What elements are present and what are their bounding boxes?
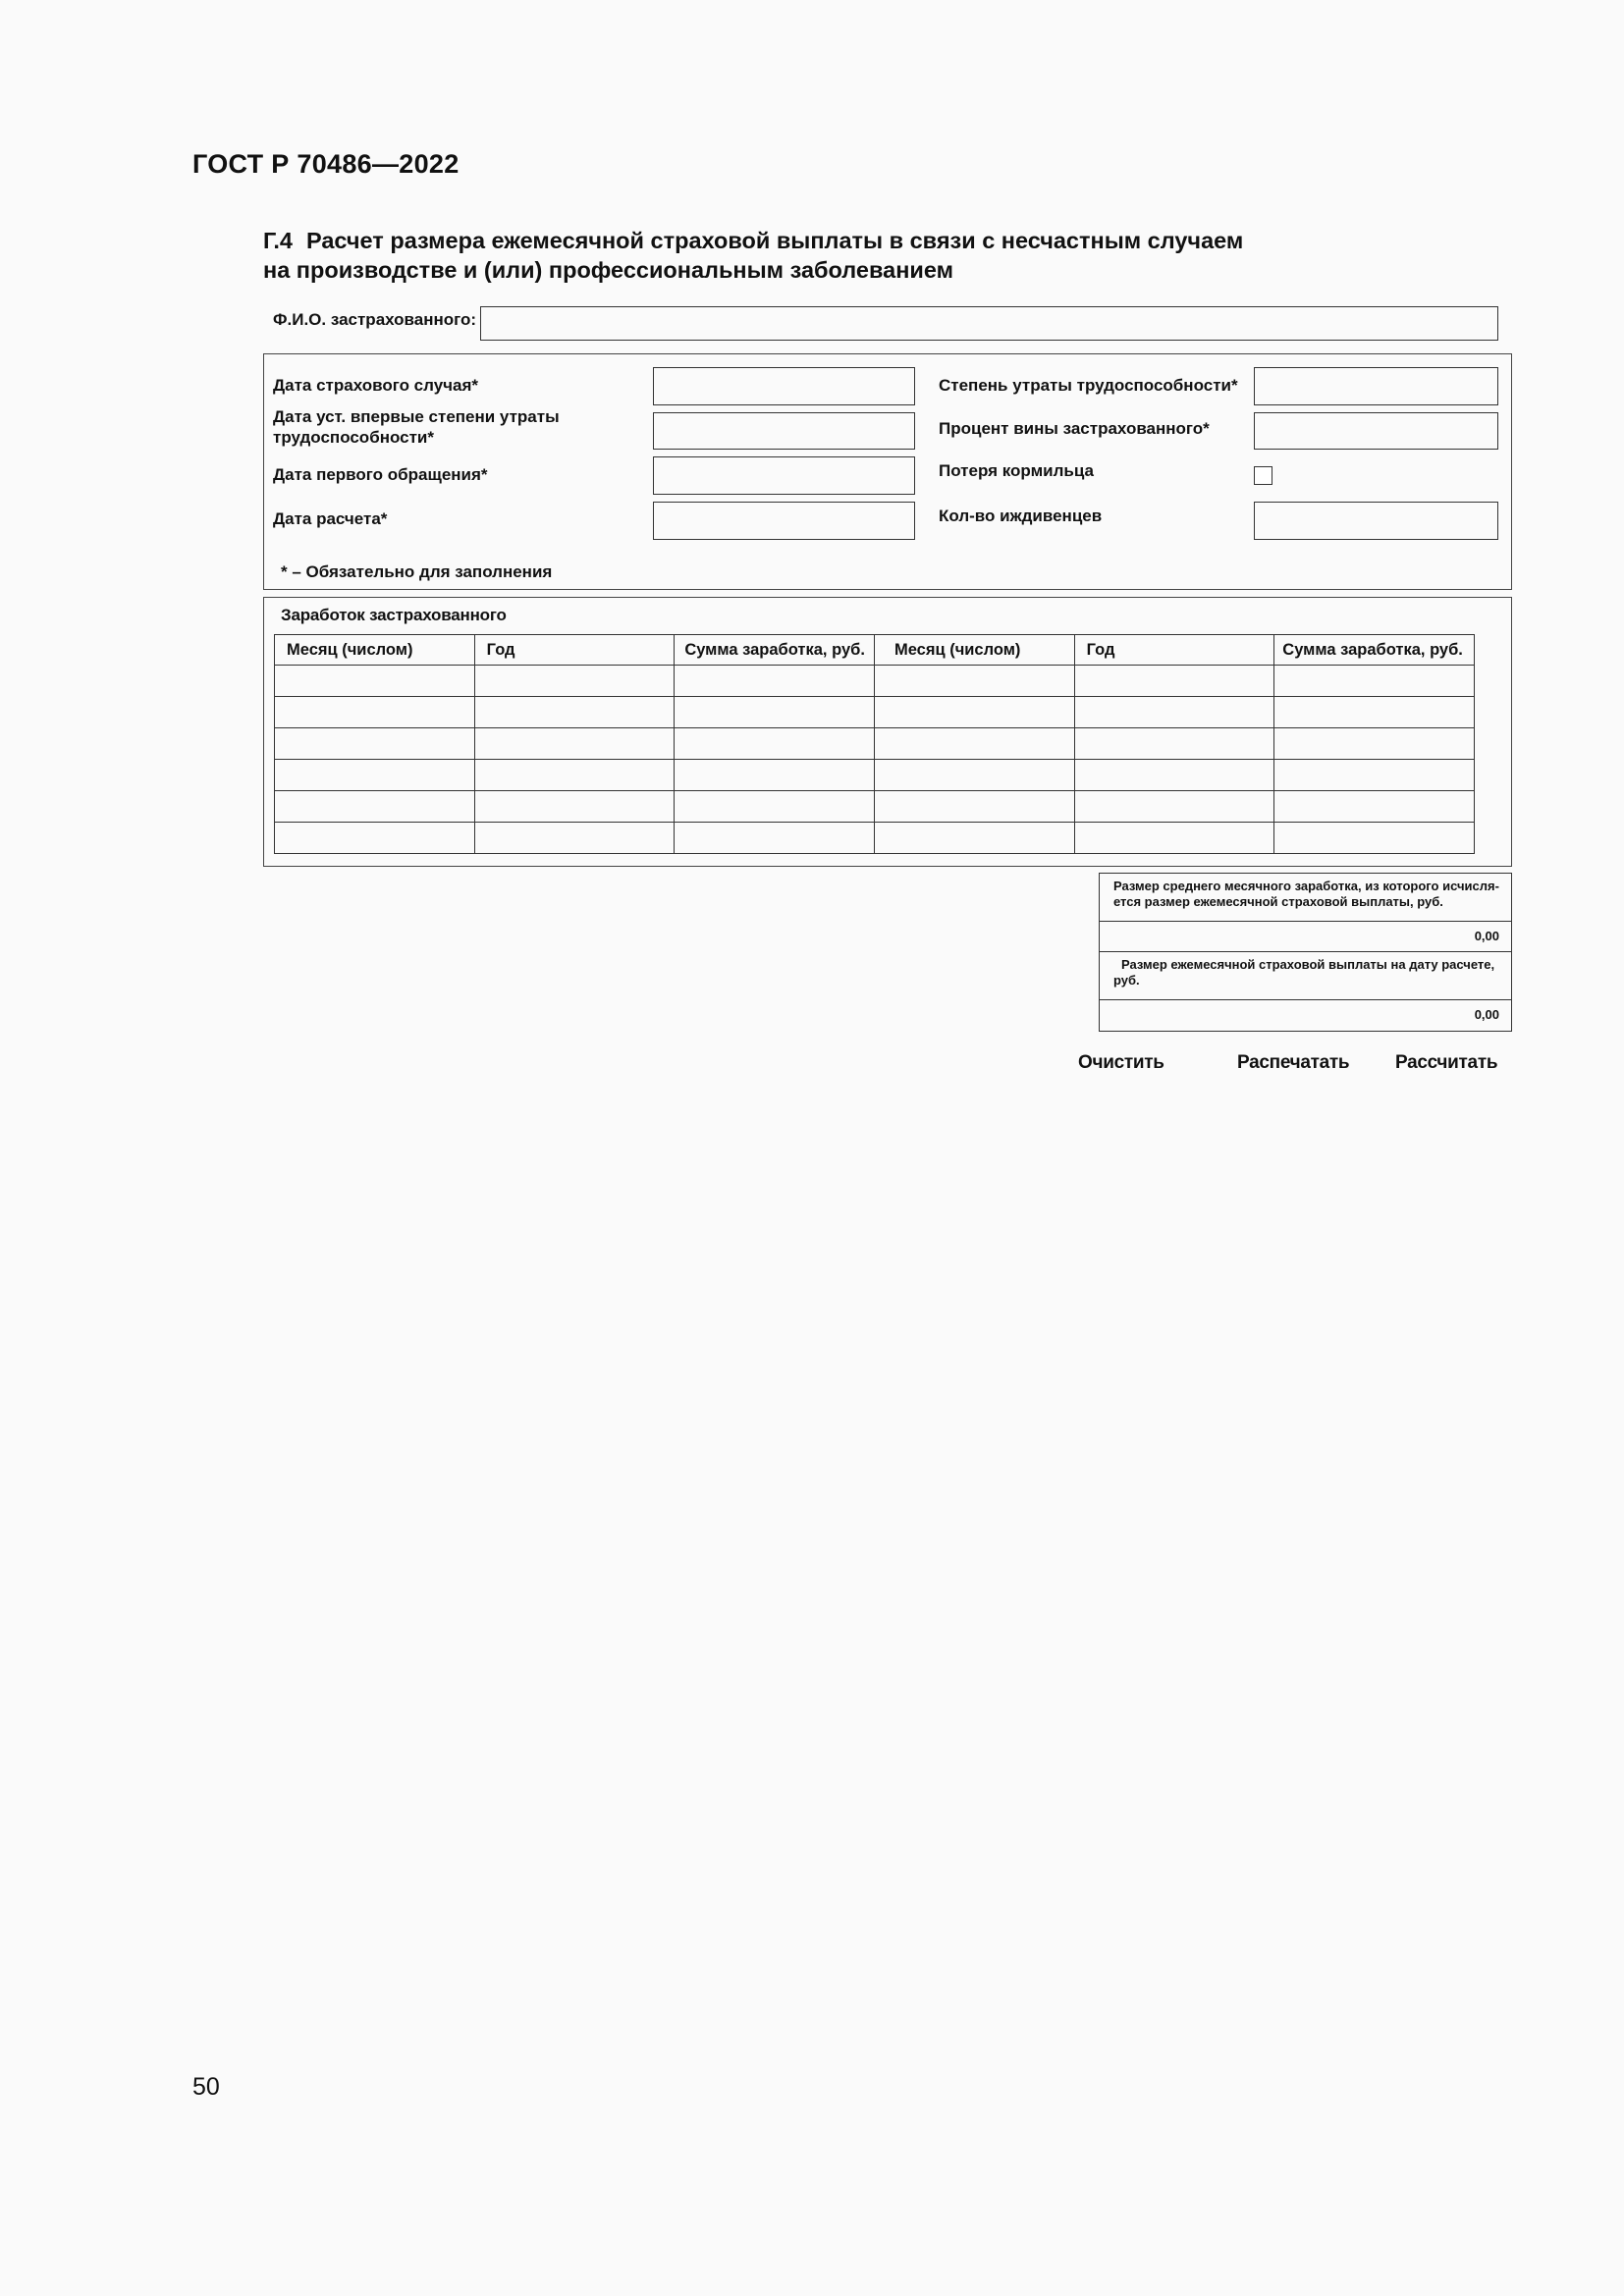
required-note: * – Обязательно для заполнения: [281, 562, 553, 581]
monthly-payment-label-line2: руб.: [1113, 973, 1140, 988]
insured-event-date-input[interactable]: [653, 367, 915, 405]
first-appeal-date-input[interactable]: [653, 456, 915, 495]
earnings-header-row: [275, 635, 1475, 666]
table-cell[interactable]: [275, 697, 475, 728]
breadwinner-loss-checkbox[interactable]: [1254, 466, 1272, 485]
earnings-title: Заработок застрахованного: [281, 606, 507, 624]
table-cell[interactable]: [874, 697, 1074, 728]
label-fault-percent: Процент вины застрахованного*: [939, 419, 1210, 438]
table-cell[interactable]: [1074, 823, 1274, 854]
table-cell[interactable]: [675, 823, 875, 854]
column-header-amount-2: Сумма заработка, руб.: [1274, 635, 1475, 666]
label-breadwinner-loss: Потеря кормильца: [939, 461, 1094, 480]
calculation-date-input[interactable]: [653, 502, 915, 540]
table-cell[interactable]: [474, 760, 675, 791]
table-cell[interactable]: [874, 728, 1074, 760]
disability-first-date-input[interactable]: [653, 412, 915, 450]
fault-percent-input[interactable]: [1254, 412, 1498, 450]
table-row: [275, 728, 1475, 760]
table-cell[interactable]: [1074, 760, 1274, 791]
table-cell[interactable]: [675, 666, 875, 697]
table-row: [275, 791, 1475, 823]
table-cell[interactable]: [1074, 791, 1274, 823]
label-disability-first-date-2: трудоспособности*: [273, 428, 434, 447]
table-cell[interactable]: [1274, 823, 1475, 854]
table-cell[interactable]: [874, 791, 1074, 823]
section-title-line2: на производстве и (или) профессиональным заболеванием: [263, 257, 953, 283]
monthly-payment-label-line1: Размер ежемесячной страховой выплаты на дату расчете,: [1121, 957, 1495, 972]
table-cell[interactable]: [1074, 728, 1274, 760]
table-cell[interactable]: [474, 666, 675, 697]
table-row: [275, 823, 1475, 854]
label-first-appeal-date: Дата первого обращения*: [273, 465, 488, 484]
table-row: [275, 666, 1475, 697]
table-row: [275, 697, 1475, 728]
table-cell[interactable]: [675, 697, 875, 728]
column-header-year: Год: [474, 635, 675, 666]
section-title-line1: Расчет размера ежемесячной страховой выплаты в связи с несчастным случаем: [306, 228, 1244, 253]
avg-earnings-label-line1: Размер среднего месячного заработка, из которого исчисля-: [1113, 879, 1499, 893]
page-number: 50: [192, 2073, 220, 2101]
table-cell[interactable]: [275, 666, 475, 697]
document-header: ГОСТ Р 70486—2022: [192, 149, 460, 179]
monthly-payment-value: 0,00: [1474, 1007, 1499, 1022]
table-cell[interactable]: [1074, 697, 1274, 728]
table-cell[interactable]: [874, 823, 1074, 854]
label-insured-event-date: Дата страхового случая*: [273, 376, 479, 395]
avg-earnings-label: [1100, 874, 1511, 921]
table-cell[interactable]: [1274, 760, 1475, 791]
column-header-month: Месяц (числом): [275, 635, 475, 666]
table-cell[interactable]: [474, 697, 675, 728]
section-number: Г.4: [263, 228, 293, 253]
section-title: [263, 226, 1243, 285]
table-cell[interactable]: [474, 791, 675, 823]
table-cell[interactable]: [675, 791, 875, 823]
table-cell[interactable]: [675, 760, 875, 791]
table-cell[interactable]: [275, 791, 475, 823]
calculate-button[interactable]: Рассчитать: [1395, 1052, 1498, 1073]
table-cell[interactable]: [874, 760, 1074, 791]
column-header-amount: Сумма заработка, руб.: [675, 635, 875, 666]
monthly-payment-label: [1100, 952, 1511, 999]
table-cell[interactable]: [275, 728, 475, 760]
earnings-table: [274, 634, 1475, 854]
table-cell[interactable]: [1274, 728, 1475, 760]
table-cell[interactable]: [275, 760, 475, 791]
label-dependents-count: Кол-во иждивенцев: [939, 507, 1103, 525]
label-disability-first-date: Дата уст. впервые степени утраты: [273, 407, 560, 426]
table-cell[interactable]: [1274, 697, 1475, 728]
table-cell[interactable]: [474, 823, 675, 854]
table-cell[interactable]: [474, 728, 675, 760]
dependents-count-input[interactable]: [1254, 502, 1498, 540]
table-cell[interactable]: [1274, 791, 1475, 823]
label-disability-degree: Степень утраты трудоспособности*: [939, 376, 1238, 395]
column-header-month-2: Месяц (числом): [874, 635, 1074, 666]
table-cell[interactable]: [1074, 666, 1274, 697]
disability-degree-input[interactable]: [1254, 367, 1498, 405]
column-header-year-2: Год: [1074, 635, 1274, 666]
avg-earnings-label-line2: ется размер ежемесячной страховой выплаты, руб.: [1113, 894, 1443, 909]
clear-button[interactable]: Очистить: [1078, 1052, 1164, 1073]
print-button[interactable]: Распечатать: [1237, 1052, 1350, 1073]
table-cell[interactable]: [1274, 666, 1475, 697]
avg-earnings-value: 0,00: [1474, 929, 1499, 943]
label-calculation-date: Дата расчета*: [273, 509, 388, 528]
table-cell[interactable]: [275, 823, 475, 854]
table-cell[interactable]: [874, 666, 1074, 697]
fio-input[interactable]: [480, 306, 1498, 341]
table-row: [275, 760, 1475, 791]
fio-label: Ф.И.О. застрахованного:: [273, 310, 477, 329]
table-cell[interactable]: [675, 728, 875, 760]
